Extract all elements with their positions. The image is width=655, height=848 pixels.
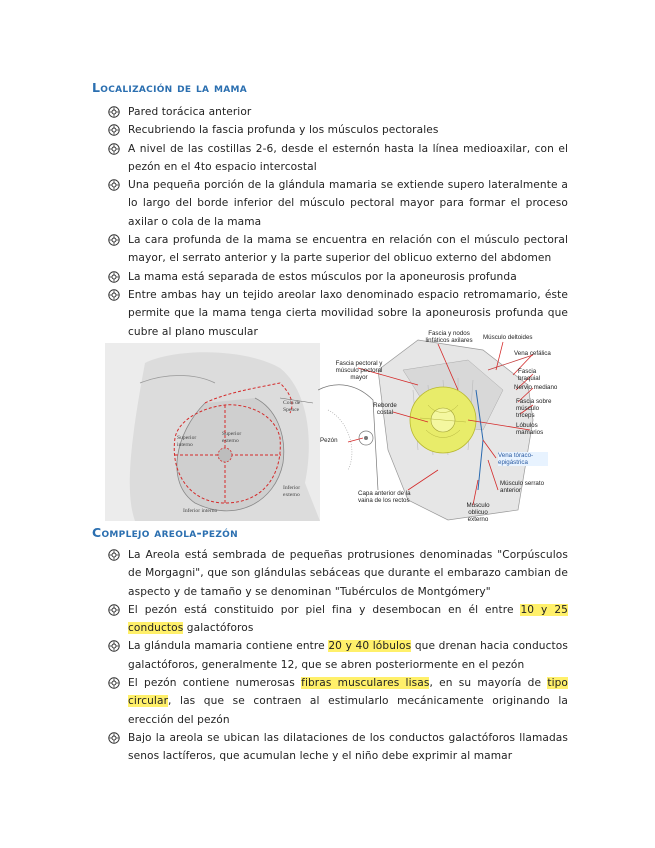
flower-bullet-icon [108,106,120,118]
label-musculo-deltoides: Músculo deltoides [483,334,533,341]
label-superior-externo: Superior externo [222,431,242,444]
section-title-areola: Complejo areola-pezón [92,525,238,540]
highlight: tipo circular [128,677,569,708]
highlight: 20 y 40 lóbulos [328,640,412,653]
label-pezon: Pezón [320,437,338,444]
label-serrato: Músculo serrato anterior [500,480,545,494]
list-item: El pezón contiene numerosas fibras musculares lisas, en su mayoría de tipo circular, las que se contraen al estimularlo mecánicamente originando la erección del pezón [108,674,568,729]
flower-bullet-icon [108,234,120,246]
section-title-localizacion: Localización de la mama [92,80,248,95]
bullet-list-areola [108,546,568,766]
flower-bullet-icon [108,271,120,283]
list-item: Entre ambas hay un tejido areolar laxo denominado espacio retromamario, éste permite que la mama tenga cierta movilidad sobre la aponeurosis profunda que cubre al plano muscular [108,286,568,341]
flower-bullet-icon [108,677,120,689]
label-inferior-externo: Inferior externo [283,485,301,498]
label-fascia-triceps: Fascia sobre músculo tríceps [516,398,552,419]
label-fascia-pectoral: Fascia pectoral y músculo pectoral mayor [335,360,383,381]
list-item: El pezón está constituido por piel fina y desembocan en él entre 10 y 25 conductos galactóforos [108,601,568,638]
label-oblicuo: Músculo oblicuo externo [466,502,490,523]
list-item: Bajo la areola se ubican las dilataciones de los conductos galactóforos llamadas senos lactíferos, que acumulan leche y el niño debe exprimir al mamar [108,729,568,766]
label-superior-interno: Superior interno [177,435,197,448]
list-item: La Areola está sembrada de pequeñas protrusiones denominadas "Corpúsculos de Morgagni", que son glándulas sebáceas que durante el embarazo cambian de aspecto y de tamaño y se denominan "Tubérculos de Montgómery" [108,546,568,601]
flower-bullet-icon [108,732,120,744]
flower-bullet-icon [108,143,120,155]
flower-bullet-icon [108,604,120,616]
list-item: La cara profunda de la mama se encuentra en relación con el músculo pectoral mayor, el serrato anterior y la parte superior del oblicuo externo del abdomen [108,231,568,268]
breast-anatomy-figure [318,330,558,524]
label-cola-spence: Cola de Spence [283,400,301,413]
label-reborde-costal: Reborde costal [373,402,397,416]
label-vena-cefalica: Vena cefálica [514,350,551,357]
list-item: La glándula mamaria contiene entre 20 y 40 lóbulos que drenan hacia conductos galactóforos, generalmente 12, que se abren posteriormente en el pezón [108,637,568,674]
flower-bullet-icon [108,179,120,191]
label-inferior-interno: Inferior interno [183,508,218,514]
label-nervio-mediano: Nervio mediano [514,384,558,391]
bullet-list-localizacion [108,103,568,341]
list-item: Pared torácica anterior [108,103,568,121]
label-lobulos-mamarios: Lóbulos mamarios [516,422,544,436]
flower-bullet-icon [108,289,120,301]
flower-bullet-icon [108,124,120,136]
breast-quadrants-figure [105,343,320,521]
list-item: Una pequeña porción de la glándula mamaria se extiende supero lateralmente a lo largo del borde inferior del músculo pectoral mayor para formar el proceso axilar o cola de la mama [108,176,568,231]
label-fascia-braquial: Fascia braquial [518,368,541,382]
label-fascia-nodos: Fascia y nodos linfáticos axilares [425,330,473,344]
label-vena-toraco: Vena tóraco-epigástrica [498,452,548,466]
flower-bullet-icon [108,640,120,652]
list-item: Recubriendo la fascia profunda y los músculos pectorales [108,121,568,139]
highlight: 10 y 25 conductos [128,603,568,635]
list-item: La mama está separada de estos músculos por la aponeurosis profunda [108,268,568,286]
highlight: fibras musculares lisas [301,677,430,690]
list-item: A nivel de las costillas 2-6, desde el esternón hasta la línea medioaxilar, con el pezón en el 4to espacio intercostal [108,140,568,177]
label-vaina-rectos: Capa anterior de la vaina de los rectos [358,490,411,504]
flower-bullet-icon [108,549,120,561]
